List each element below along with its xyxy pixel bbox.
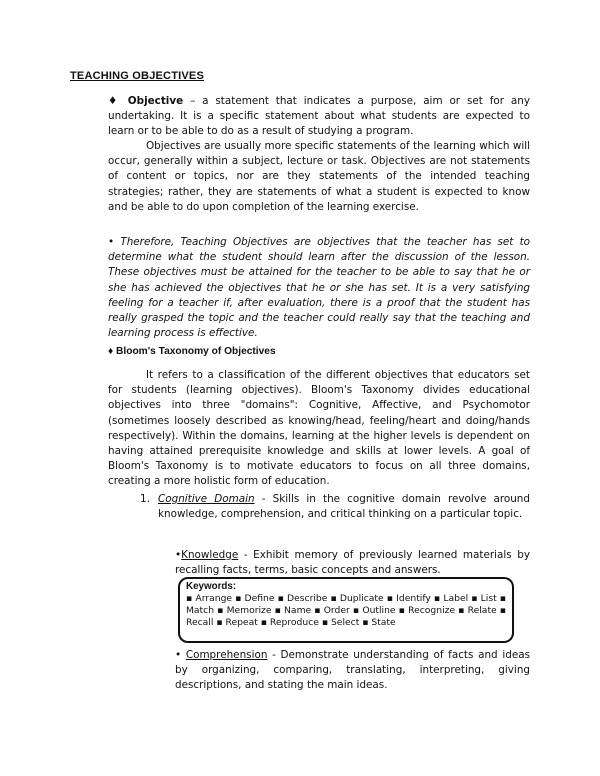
objective-term: Objective — [127, 95, 184, 107]
teaching-objectives-paragraph: • Therefore, Teaching Objectives are objectives that the teacher has set to determine what the student should learn after the discussion of the lesson. These objectives must be attained for the teacher to be able to say that he or she has achieved the objectives that he or she has set. It is a very satisfying feeling for a teacher if, after evaluation, there is a proof that the student has really grasped the topic and the teacher could really say that the teaching and learning process is effective. — [108, 236, 530, 340]
comprehension-item — [175, 648, 530, 694]
page-title: TEACHING OBJECTIVES — [70, 70, 204, 82]
bloom-paragraph: It refers to a classification of the different objectives that educators set for students (learning objectives). Bloom's Taxonomy divides educational objectives into three "domains": Cognitive, Affective, and Psychomotor (sometimes loosely described as knowing/head, feeling/heart and doing/hands respectively). Within the domains, learning at the higher levels is dependent on having attained prerequisite knowledge and skills at lower levels. A goal of Bloom's Taxonomy is to motivate educators to focus on all three domains, creating a more holistic form of education. — [108, 369, 530, 488]
objective-definition — [108, 94, 530, 140]
bullet-icon: • — [175, 649, 182, 661]
knowledge-term: Knowledge — [181, 549, 239, 561]
comprehension-term: Comprehension — [185, 649, 268, 661]
diamond-bullet-icon: ♦ — [108, 95, 121, 107]
cognitive-domain-item — [158, 492, 530, 522]
knowledge-item — [175, 548, 530, 578]
cognitive-domain-text: - Skills in the cognitive domain revolve around knowledge, comprehension, and critical thinking on a particular topic. — [158, 493, 530, 521]
objective-detail: Objectives are usually more specific statements of the learning which will occur, generally within a subject, lecture or task. Objectives are not statements of content or topics, nor are they statements of the intended teaching strategies; rather, they are statements of what a student is expected to know and be able to do upon completion of the learning exercise. — [108, 140, 530, 213]
objective-definition-text: – a statement that indicates a purpose, aim or set for any undertaking. It is a specific statement about what students are expected to learn or to be able to do as a result of studying a program. — [108, 95, 530, 138]
bloom-heading: ♦ Bloom's Taxonomy of Objectives — [108, 346, 276, 357]
keywords-list: ▪ Arrange ▪ Define ▪ Describe ▪ Duplicate ▪ Identify ▪ Label ▪ List ▪ Match ▪ Memorize ▪ Name ▪ Order ▪ Outline ▪ Recognize ▪ Relate ▪ Recall ▪ Repeat ▪ Reproduce ▪ Select ▪ State — [186, 593, 506, 628]
knowledge-text: - Exhibit memory of previously learned materials by recalling facts, terms, basic concepts and answers. — [175, 549, 530, 577]
list-number: 1. — [140, 493, 150, 505]
bullet-icon: • — [175, 549, 182, 561]
keywords-label: Keywords: — [186, 581, 237, 592]
cognitive-domain-term: Cognitive Domain — [158, 493, 255, 505]
comprehension-text: - Demonstrate understanding of facts and ideas by organizing, comparing, translating, interpreting, giving descriptions, and stating the main ideas. — [175, 649, 530, 692]
keywords-box — [178, 577, 514, 643]
